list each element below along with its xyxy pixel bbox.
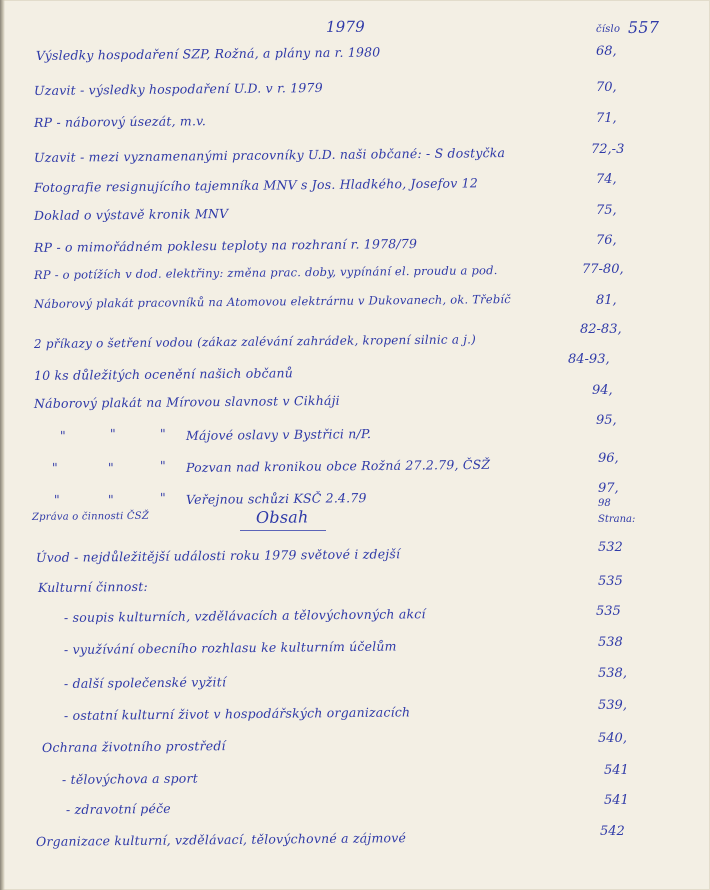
- entry-text: RP - o mimořádném poklesu teploty na rozhraní r. 1978/79: [33, 235, 418, 255]
- entry-text: Veřejnou schůzi KSČ 2.4.79: [185, 490, 367, 507]
- entry-page: 94,: [592, 383, 613, 398]
- contents-heading: Obsah: [255, 507, 309, 527]
- page-number-label: číslo: [595, 23, 621, 35]
- ditto-mark: ": [107, 459, 115, 475]
- entry-page: 74,: [596, 172, 617, 187]
- contents-page: 535: [596, 604, 621, 619]
- contents-item: Ochrana životního prostředí: [41, 738, 226, 755]
- entry-text: Pozvan nad kronikou obce Rožná 27.2.79, ČSŽ: [185, 456, 491, 475]
- entry-text: Uzavit - mezi vyznamenanými pracovníky U.D. naši občané: - S dostyčka: [33, 145, 506, 165]
- entry-page: 95,: [596, 413, 617, 428]
- page-column-label: Strana:: [598, 514, 636, 525]
- ditto-mark: ": [53, 491, 61, 507]
- contents-page: 539,: [598, 698, 627, 713]
- entry-page: 77-80,: [582, 262, 624, 277]
- ditto-mark: ": [159, 489, 167, 505]
- entry-page: 70,: [596, 80, 617, 95]
- contents-item: - ostatní kulturní život v hospodářských organizacích: [63, 704, 411, 723]
- contents-item: Kulturní činnost:: [37, 578, 148, 595]
- contents-page: 541: [604, 763, 629, 778]
- entry-text: Uzavit - výsledky hospodaření U.D. v r. 1979: [33, 79, 323, 98]
- contents-page: 540,: [598, 731, 627, 746]
- entry-text: RP - o potížích v dod. elektřiny: změna prac. doby, vypínání el. proudu a pod.: [33, 263, 498, 282]
- heading-underline: [240, 530, 326, 531]
- contents-item: - další společenské vyžití: [63, 674, 227, 691]
- contents-item: - tělovýchova a sport: [61, 770, 198, 787]
- contents-item: - zdravotní péče: [65, 800, 171, 817]
- contents-item: Organizace kulturní, vzdělávací, tělovýchovné a zájmové: [35, 830, 407, 849]
- year-heading: 1979: [325, 17, 366, 36]
- entry-text: Doklad o výstavě kronik MNV: [33, 205, 229, 223]
- entry-text: Náborový plakát na Mírovou slavnost v Cikháji: [33, 392, 340, 411]
- report-page: 98: [598, 498, 611, 509]
- contents-item: - využívání obecního rozhlasu ke kulturním účelům: [63, 638, 397, 657]
- ditto-mark: ": [109, 425, 117, 441]
- entry-text: Náborový plakát pracovníků na Atomovou elektrárnu v Dukovanech, ok. Třebíč: [33, 292, 511, 311]
- entry-text: Májové oslavy v Bystřici n/P.: [185, 426, 372, 443]
- contents-page: 538,: [598, 666, 627, 681]
- ditto-mark: ": [159, 457, 167, 473]
- entry-page: 84-93,: [568, 352, 610, 367]
- entry-page: 96,: [598, 451, 619, 466]
- entry-page: 76,: [596, 233, 617, 248]
- entry-page: 81,: [596, 293, 617, 308]
- ditto-mark: ": [59, 427, 67, 443]
- ditto-mark: ": [107, 491, 115, 507]
- entry-text: 2 příkazy o šetření vodou (zákaz zalévání zahrádek, kropení silnic a j.): [33, 332, 477, 351]
- entry-text: 10 ks důležitých ocenění našich občanů: [33, 365, 294, 383]
- entry-page: 68,: [596, 44, 617, 59]
- page-number: 557: [627, 17, 660, 37]
- entry-page: 75,: [596, 203, 617, 218]
- contents-page: 538: [598, 635, 623, 650]
- entry-text: Výsledky hospodaření SZP, Rožná, a plány na r. 1980: [35, 44, 381, 63]
- contents-page: 541: [604, 793, 629, 808]
- contents-page: 535: [598, 574, 623, 589]
- contents-page: 532: [598, 540, 623, 555]
- ditto-mark: ": [51, 459, 59, 475]
- entry-page: 82-83,: [580, 322, 622, 337]
- entry-page: 71,: [596, 111, 617, 126]
- entry-page: 72,-3: [591, 142, 625, 157]
- report-note: Zpráva o činnosti ČSŽ: [31, 510, 150, 523]
- contents-page: 542: [600, 824, 625, 839]
- entry-text: RP - náborový úsezát, m.v.: [33, 113, 207, 130]
- contents-item: - soupis kulturních, vzdělávacích a tělovýchovných akcí: [63, 606, 426, 625]
- contents-item: Úvod - nejdůležitější události roku 1979 světové i zdejší: [35, 546, 401, 565]
- entry-page: 97,: [598, 481, 619, 496]
- entry-text: Fotografie resignujícího tajemníka MNV s Jos. Hladkého, Josefov 12: [33, 175, 479, 195]
- ditto-mark: ": [159, 425, 167, 441]
